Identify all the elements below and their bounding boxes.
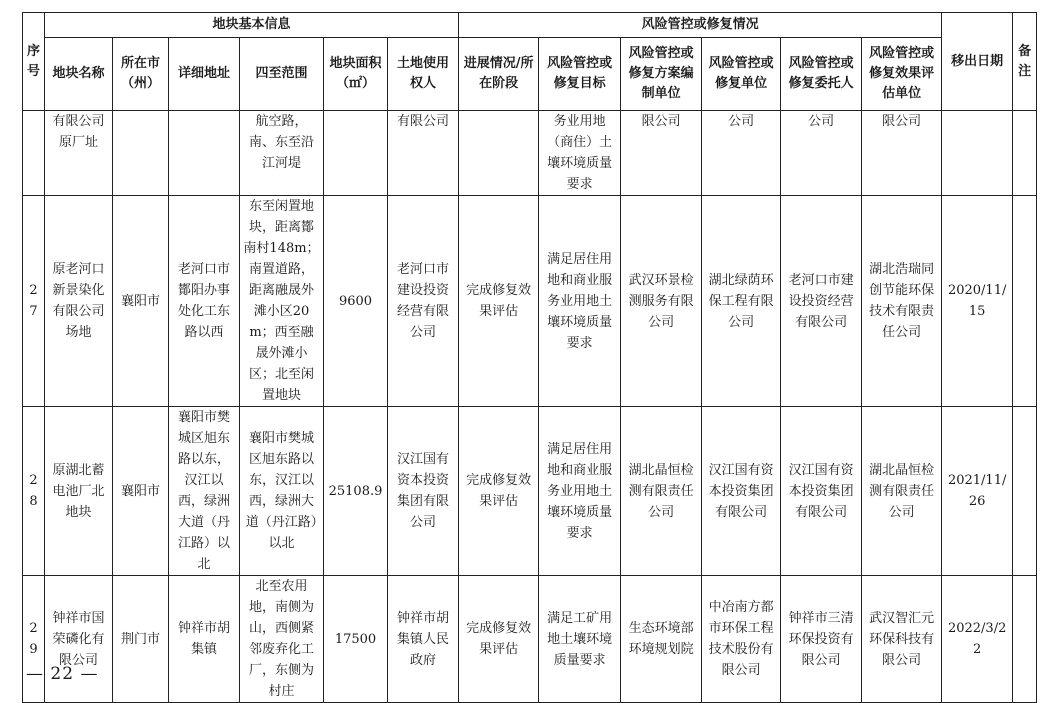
- cell-city: 荆门市: [113, 576, 169, 703]
- cell-bounds: 北至农用地，南侧为山，西侧紧邻废弃化工厂，东侧为村庄: [240, 576, 324, 703]
- cell-out-date: 2022/3/22: [942, 576, 1013, 703]
- header-out-date: 移出日期: [942, 13, 1013, 111]
- header-group-risk: 风险管控或修复情况: [459, 13, 942, 38]
- cell-area: 17500: [324, 576, 388, 703]
- table-row: [23, 111, 1037, 196]
- cell-eval-unit: 武汉智汇元环保科技有限公司: [862, 576, 942, 703]
- cell-bounds: 航空路，南、东至沿江河堤: [240, 111, 324, 196]
- cell-name: 钟祥市国荣磷化有限公司: [45, 576, 113, 703]
- cell-seq: [23, 111, 45, 196]
- cell-owner: 汉江国有资本投资集团有限公司: [388, 407, 459, 576]
- cell-name: 原老河口新景染化有限公司场地: [45, 196, 113, 407]
- cell-owner: 老河口市建设投资经营有限公司: [388, 196, 459, 407]
- cell-client: 汉江国有资本投资集团有限公司: [781, 407, 862, 576]
- cell-client: 老河口市建设投资经营有限公司: [781, 196, 862, 407]
- header-group-row: [23, 13, 1037, 38]
- table-row: [23, 576, 1037, 703]
- cell-target: 满足居住用地和商业服务业用地土壤环境质量要求: [539, 407, 621, 576]
- cell-repair-unit: 中冶南方都市环保工程技术股份有限公司: [702, 576, 781, 703]
- header-seq: 序号: [23, 13, 45, 111]
- cell-plan-unit: 湖北晶恒检测有限责任公司: [621, 407, 702, 576]
- cell-address: 襄阳市樊城区旭东路以东，汉江以西，绿洲大道（丹江路）以北: [169, 407, 240, 576]
- cell-address: 钟祥市胡集镇: [169, 576, 240, 703]
- cell-plan-unit: 生态环境部环境规划院: [621, 576, 702, 703]
- header-target: 风险管控或修复目标: [539, 38, 621, 111]
- cell-plan-unit: 限公司: [621, 111, 702, 196]
- cell-seq: 27: [23, 196, 45, 407]
- cell-out-date: 2020/11/15: [942, 196, 1013, 407]
- header-eval-unit: 风险管控或修复效果评估单位: [862, 38, 942, 111]
- header-owner: 土地使用权人: [388, 38, 459, 111]
- cell-name: 有限公司原厂址: [45, 111, 113, 196]
- cell-remark: [1013, 407, 1037, 576]
- site-table: [22, 12, 1037, 703]
- header-client: 风险管控或修复委托人: [781, 38, 862, 111]
- cell-client: 钟祥市三清环保投资有限公司: [781, 576, 862, 703]
- cell-seq: 29: [23, 576, 45, 703]
- cell-bounds: 东至闲置地块，距离鄼南村148m；南置道路，距离融晟外滩小区20m；西至融晟外滩小区；北至闲置地块: [240, 196, 324, 407]
- cell-repair-unit: 汉江国有资本投资集团有限公司: [702, 407, 781, 576]
- cell-target: 满足工矿用地土壤环境质量要求: [539, 576, 621, 703]
- cell-name: 原湖北蓄电池厂北地块: [45, 407, 113, 576]
- header-remark: 备注: [1013, 13, 1037, 111]
- cell-area: [324, 111, 388, 196]
- cell-area: 9600: [324, 196, 388, 407]
- cell-target: 务业用地（商住）土壤环境质量要求: [539, 111, 621, 196]
- cell-city: 襄阳市: [113, 407, 169, 576]
- header-progress: 进展情况/所在阶段: [459, 38, 539, 111]
- cell-eval-unit: 湖北晶恒检测有限责任公司: [862, 407, 942, 576]
- cell-address: 老河口市鄼阳办事处化工东路以西: [169, 196, 240, 407]
- cell-eval-unit: 限公司: [862, 111, 942, 196]
- header-city: 所在市（州）: [113, 38, 169, 111]
- header-bounds: 四至范围: [240, 38, 324, 111]
- cell-remark: [1013, 576, 1037, 703]
- header-area: 地块面积（㎡）: [324, 38, 388, 111]
- cell-address: [169, 111, 240, 196]
- header-plan-unit: 风险管控或修复方案编制单位: [621, 38, 702, 111]
- cell-repair-unit: 公司: [702, 111, 781, 196]
- cell-plan-unit: 武汉环景检测服务有限公司: [621, 196, 702, 407]
- table-row: [23, 196, 1037, 407]
- cell-target: 满足居住用地和商业服务业用地土壤环境质量要求: [539, 196, 621, 407]
- cell-out-date: [942, 111, 1013, 196]
- page-number: — 22 —: [26, 664, 99, 684]
- cell-progress: 完成修复效果评估: [459, 196, 539, 407]
- cell-out-date: 2021/11/26: [942, 407, 1013, 576]
- cell-owner: 钟祥市胡集镇人民政府: [388, 576, 459, 703]
- cell-client: 公司: [781, 111, 862, 196]
- cell-remark: [1013, 111, 1037, 196]
- cell-city: 襄阳市: [113, 196, 169, 407]
- header-group-basic: 地块基本信息: [45, 13, 459, 38]
- header-repair-unit: 风险管控或修复单位: [702, 38, 781, 111]
- cell-owner: 有限公司: [388, 111, 459, 196]
- cell-eval-unit: 湖北浩瑞同创节能环保技术有限责任公司: [862, 196, 942, 407]
- cell-area: 25108.9: [324, 407, 388, 576]
- cell-progress: 完成修复效果评估: [459, 407, 539, 576]
- table-row: [23, 407, 1037, 576]
- cell-bounds: 襄阳市樊城区旭东路以东，汉江以西，绿洲大道（丹江路）以北: [240, 407, 324, 576]
- header-address: 详细地址: [169, 38, 240, 111]
- cell-progress: 完成修复效果评估: [459, 576, 539, 703]
- cell-city: [113, 111, 169, 196]
- header-name: 地块名称: [45, 38, 113, 111]
- cell-repair-unit: 湖北绿荫环保工程有限公司: [702, 196, 781, 407]
- cell-progress: [459, 111, 539, 196]
- cell-seq: 28: [23, 407, 45, 576]
- cell-remark: [1013, 196, 1037, 407]
- header-row: [23, 38, 1037, 111]
